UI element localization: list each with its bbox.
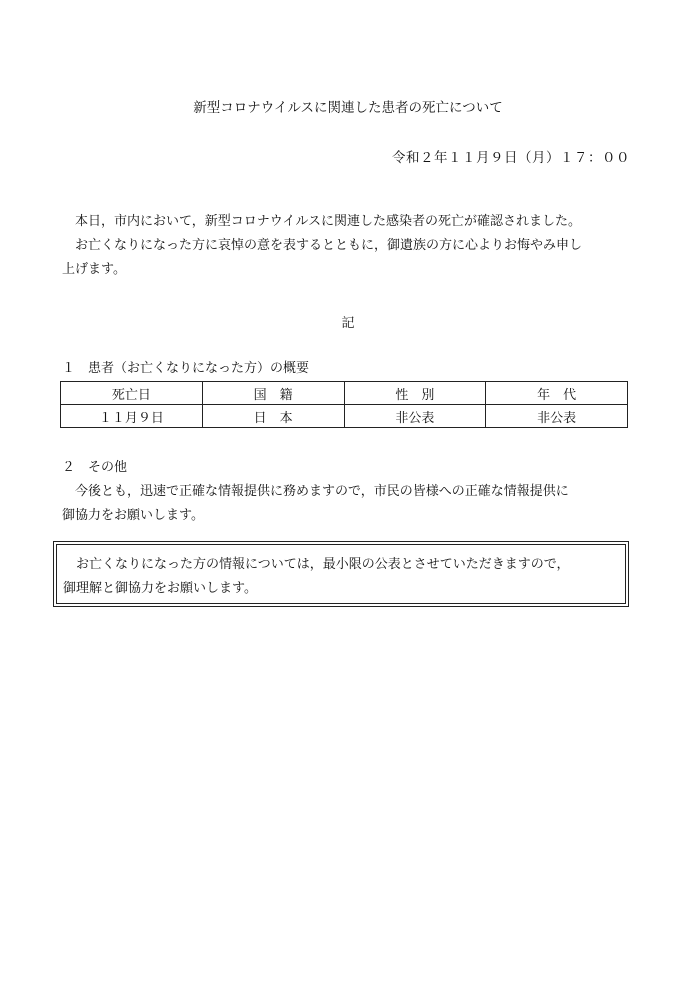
cell-sex: 非公表: [344, 405, 486, 428]
body-paragraph-line: お亡くなりになった方に哀悼の意を表するとともに，御遺族の方に心よりお悔やみ申し: [62, 238, 583, 253]
patient-summary-table: [60, 381, 628, 428]
header-sex: 性 別: [344, 382, 486, 405]
cell-nationality: 日 本: [202, 405, 344, 428]
document-title: 新型コロナウイルスに関連した患者の死亡について: [193, 100, 503, 116]
header-death-date: 死亡日: [61, 382, 203, 405]
section-2-line: 今後とも，迅速で正確な情報提供に務めますので，市民の皆様への正確な情報提供に: [62, 484, 569, 499]
header-age-group: 年 代: [486, 382, 628, 405]
section-2-line: 御協力をお願いします。: [62, 508, 204, 523]
notice-box: [53, 541, 629, 607]
body-paragraph-line: 上げます。: [62, 262, 126, 277]
section-1-heading: １ 患者（お亡くなりになった方）の概要: [62, 361, 310, 376]
notice-line: お亡くなりになった方の情報については，最小限の公表とさせていただきますので，: [63, 557, 570, 572]
section-2-heading: ２ その他: [62, 460, 128, 475]
ki-heading: 記: [341, 316, 355, 331]
cell-age-group: 非公表: [486, 405, 628, 428]
date-time: 令和２年１１月９日（月）１７：００: [392, 150, 630, 166]
body-paragraph-line: 本日，市内において，新型コロナウイルスに関連した感染者の死亡が確認されました。: [62, 214, 581, 229]
notice-line: 御理解と御協力をお願いします。: [63, 581, 257, 596]
header-nationality: 国 籍: [202, 382, 344, 405]
table-row: [61, 405, 628, 428]
table-header-row: [61, 382, 628, 405]
cell-death-date: １１月９日: [61, 405, 203, 428]
